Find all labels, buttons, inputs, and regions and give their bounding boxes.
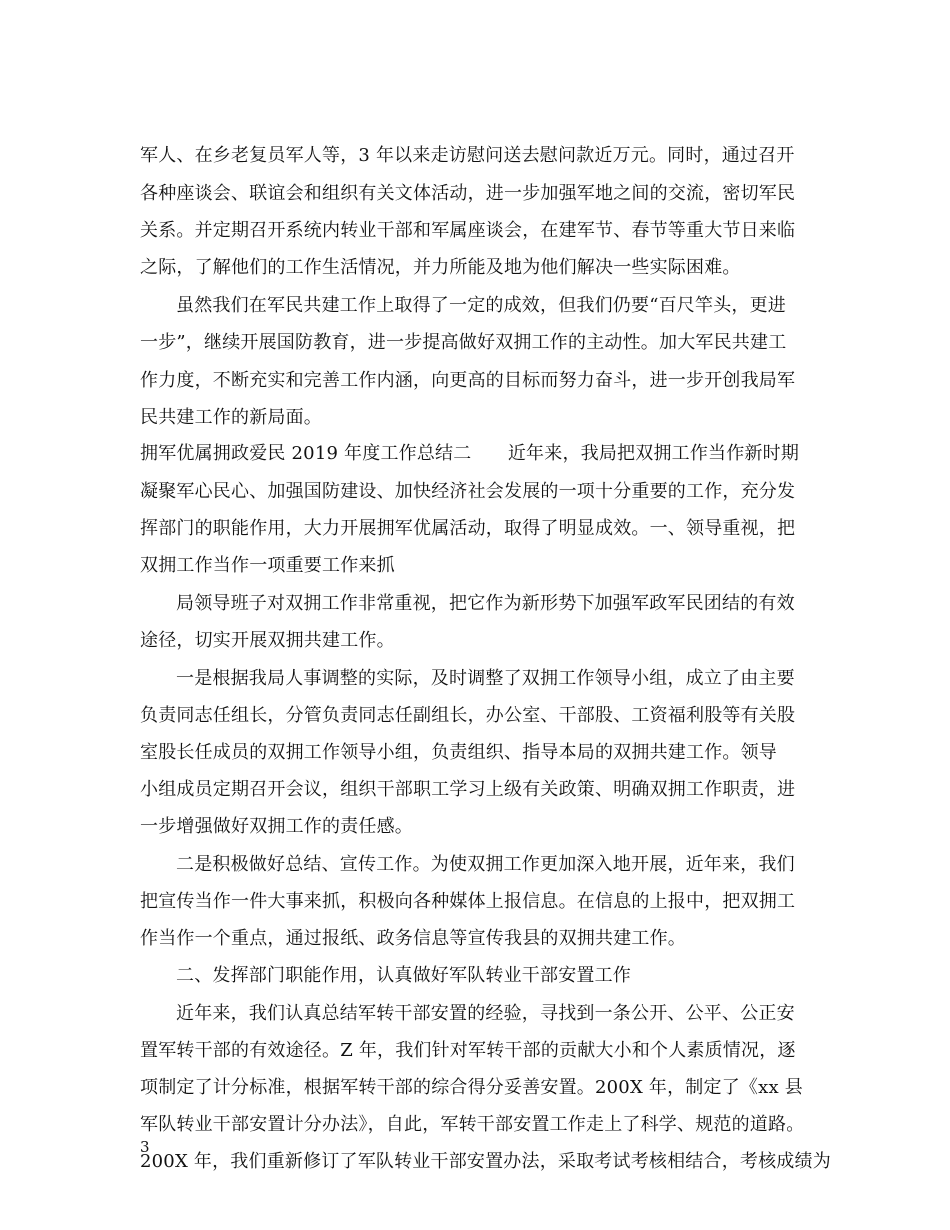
text-line: 一是根据我局人事调整的实际，及时调整了双拥工作领导小组，成立了由主要 [176,668,795,689]
text-line: 把宣传当作一件大事来抓，积极向各种媒体上报信息。在信息的上报中，把双拥工 [140,891,796,912]
text-line: 双拥工作当作一项重要工作来抓 [140,555,395,576]
text-line: 小组成员定期召开会议，组织干部职工学习上级有关政策、明确双拥工作职责，进 [140,779,796,800]
text-line: 近年来，我们认真总结军转干部安置的经验，寻找到一条公开、公平、公正安 [176,1003,795,1024]
text-line: 军人、在乡老复员军人等，3 年以来走访慰问送去慰问款近万元。同时，通过召开 [140,145,795,166]
text-line: 军队转业干部安置计分办法》，自此，军转干部安置工作走上了科学、规范的道路。 [140,1114,805,1135]
text-line: 关系。并定期召开系统内转业干部和军属座谈会，在建军节、春节等重大节日来临 [140,220,796,241]
text-line: 挥部门的职能作用，大力开展拥军优属活动，取得了明显成效。一、领导重视，把 [140,518,796,539]
text-line: 负责同志任组长，分管负责同志任副组长，办公室、干部股、工资福利股等有关股 [140,705,796,726]
text-line: 二、发挥部门职能作用，认真做好军队转业干部安置工作 [176,965,631,986]
text-line: 二是积极做好总结、宣传工作。为使双拥工作更加深入地开展，近年来，我们 [176,854,795,875]
text-line: 拥军优属拥政爱民 2019 年度工作总结二 近年来，我局把双拥工作当作新时期 [140,443,800,464]
text-line: 局领导班子对双拥工作非常重视，把它作为新形势下加强军政军民团结的有效 [176,593,795,614]
text-line: 一步增强做好双拥工作的责任感。 [140,816,413,837]
text-line: 凝聚军心民心、加强国防建设、加快经济社会发展的一项十分重要的工作，充分发 [140,481,796,502]
text-line: 虽然我们在军民共建工作上取得了一定的成效，但我们仍要“百尺竿头，更进 [176,295,786,316]
text-line: 200X 年，我们重新修订了军队转业干部安置办法，采取考试考核相结合，考核成绩为 [140,1151,831,1172]
text-line: 置军转干部的有效途径。Z 年，我们针对军转干部的贡献大小和个人素质情况，逐 [140,1040,796,1061]
page-number: 3 [140,1138,150,1156]
text-line: 作当作一个重点，通过报纸、政务信息等宣传我县的双拥共建工作。 [140,928,686,949]
text-line: 之际，了解他们的工作生活情况，并力所能及地为他们解决一些实际困难。 [140,257,741,278]
text-line: 民共建工作的新局面。 [140,407,322,428]
text-line: 各种座谈会、联谊会和组织有关文体活动，进一步加强军地之间的交流，密切军民 [140,183,796,204]
text-line: 室股长任成员的双拥工作领导小组，负责组织、指导本局的双拥共建工作。领导 [140,742,777,763]
text-line: 项制定了计分标准，根据军转干部的综合得分妥善安置。200X 年，制定了《xx 县 [140,1077,803,1098]
text-line: 一步”，继续开展国防教育，进一步提高做好双拥工作的主动性。加大军民共建工 [140,332,787,353]
text-line: 作力度，不断充实和完善工作内涵，向更高的目标而努力奋斗，进一步开创我局军 [140,370,796,391]
text-line: 途径，切实开展双拥共建工作。 [140,630,395,651]
